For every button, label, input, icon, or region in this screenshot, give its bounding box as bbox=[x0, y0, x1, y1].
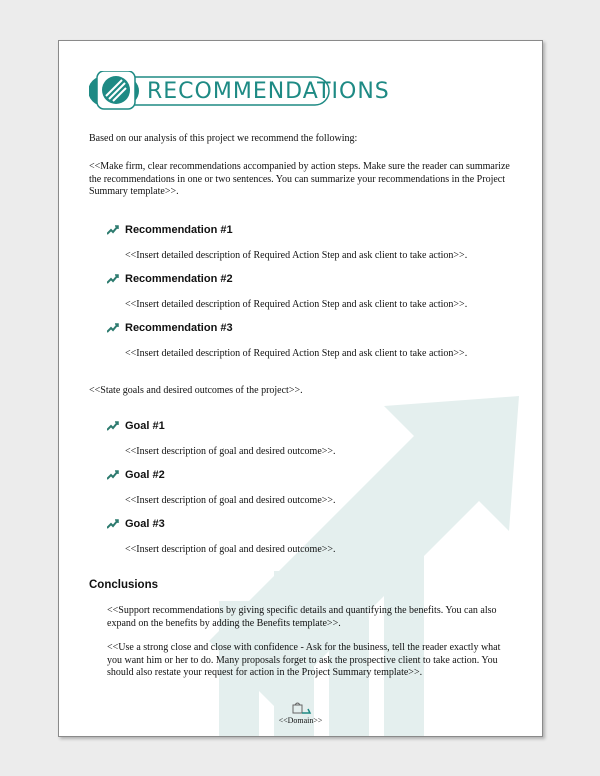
goal-description-1: <<Insert description of goal and desired outcome>>. bbox=[125, 446, 336, 457]
bullet-chart-icon bbox=[107, 421, 119, 431]
document-page bbox=[58, 40, 543, 737]
domain-text: <<Domain>> bbox=[278, 716, 323, 725]
recommendation-description-3: <<Insert detailed description of Required Action Step and ask client to take action>>. bbox=[125, 348, 468, 359]
recommendation-description-2: <<Insert detailed description of Required Action Step and ask client to take action>>. bbox=[125, 299, 468, 310]
goal-description-2: <<Insert description of goal and desired outcome>>. bbox=[125, 495, 336, 506]
bullet-chart-icon bbox=[107, 274, 119, 284]
goal-heading-3: Goal #3 bbox=[107, 518, 165, 531]
recommendation-heading-1: Recommendation #1 bbox=[107, 224, 233, 237]
conclusions-paragraph-2: <<Use a strong close and close with confidence - Ask for the business, tell the reader exactly what you want him or her to do. Many proposals forget to ask the prospective client to take action. You should also restate your request for action in the Project Summary template>>. bbox=[107, 642, 501, 678]
goal-heading-2: Goal #2 bbox=[107, 469, 165, 482]
goals-intro-text: <<State goals and desired outcomes of the project>>. bbox=[89, 385, 303, 396]
page-title: RECOMMENDATIONS bbox=[147, 79, 390, 104]
bullet-chart-icon bbox=[107, 323, 119, 333]
bullet-chart-icon bbox=[107, 470, 119, 480]
bullet-chart-icon bbox=[107, 225, 119, 235]
recommendation-heading-3: Recommendation #3 bbox=[107, 322, 233, 335]
goal-heading-1: Goal #1 bbox=[107, 420, 165, 433]
goal-description-3: <<Insert description of goal and desired outcome>>. bbox=[125, 544, 336, 555]
recommendation-description-1: <<Insert detailed description of Required Action Step and ask client to take action>>. bbox=[125, 250, 468, 261]
intro-text: Based on our analysis of this project we recommend the following: bbox=[89, 133, 358, 144]
instructions-text: <<Make firm, clear recommendations accompanied by action steps. Make sure the reader can summarize the recommendations in one or two sentences. You can summarize your recommendations in the Project Summary template>>. bbox=[89, 161, 510, 197]
conclusions-paragraph-1: <<Support recommendations by giving specific details and quantifying the benefits. You can also expand on the benefits by adding the Benefits template>>. bbox=[107, 605, 497, 629]
domain-logo-icon bbox=[290, 701, 312, 715]
recommendation-heading-2: Recommendation #2 bbox=[107, 273, 233, 286]
conclusions-heading: Conclusions bbox=[89, 579, 159, 591]
page-footer bbox=[59, 701, 542, 725]
section-header bbox=[89, 71, 390, 111]
bullet-chart-icon bbox=[107, 519, 119, 529]
